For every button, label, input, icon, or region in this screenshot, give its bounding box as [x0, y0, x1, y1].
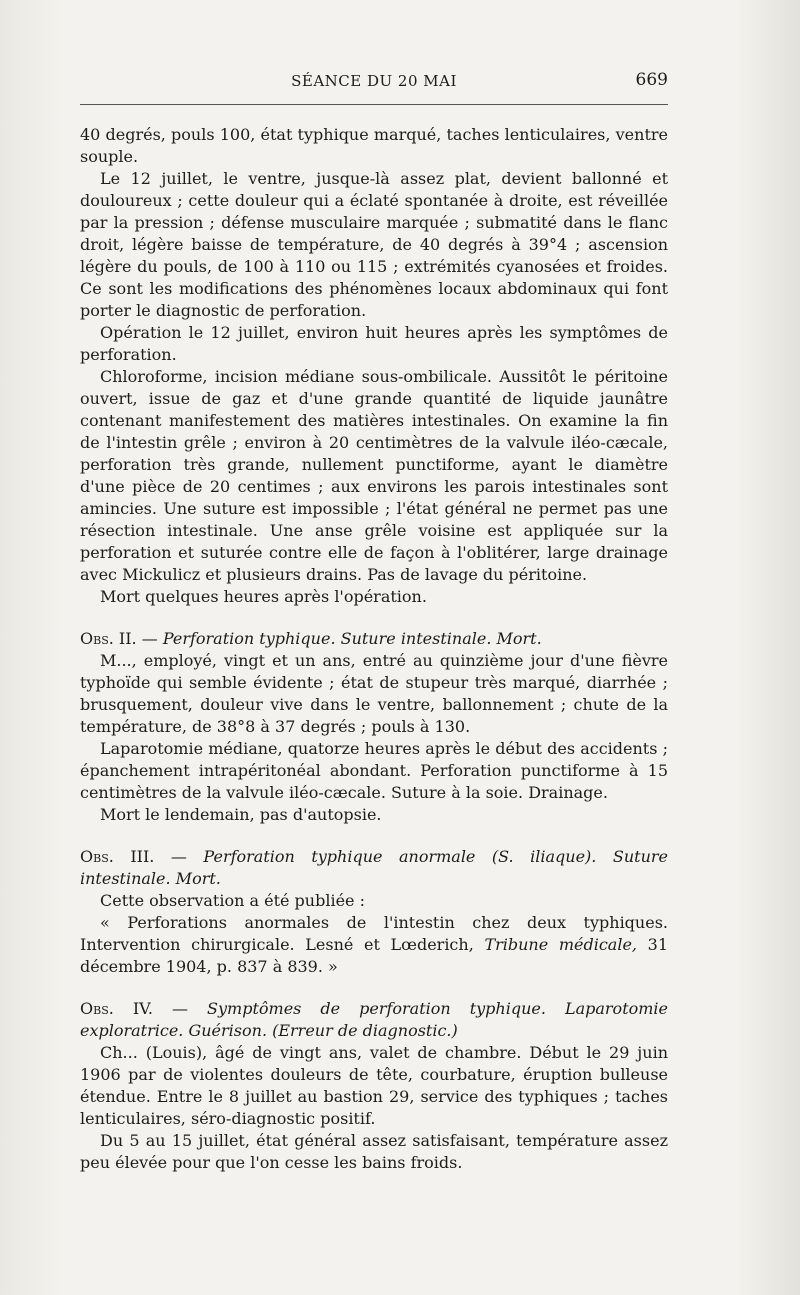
- observation-heading: Obs. IV. — Symptômes de perforation typhique. Laparotomie exploratrice. Guérison. (Erreur de diagnostic.): [80, 999, 669, 1040]
- observation-heading: Obs. II. — Perforation typhique. Suture intestinale. Mort.: [80, 629, 542, 648]
- paragraph: Le 12 juillet, le ventre, jusque-là assez plat, devient ballonné et douloureux ; cette douleur qui a éclaté spontanée à droite, est réveillée par la pression ; défense musculaire marquée ; submatité dans le flanc droit, légère baisse de température, de 40 degrés à 39°4 ; ascension légère du pouls, de 100 à 110 ou 115 ; extrémités cyanosées et froides. Ce sont les modifications des phénomènes locaux abdominaux qui font porter le diagnostic de perforation.: [80, 169, 668, 320]
- paragraph: Du 5 au 15 juillet, état général assez satisfaisant, température assez peu élevée pour que l'on cesse les bains froids.: [80, 1131, 668, 1172]
- observation-title: Symptômes de perforation typhique. Laparotomie exploratrice. Guérison. (Erreur de diagnostic.): [80, 999, 669, 1040]
- paragraph: Cette observation a été publiée :: [100, 891, 365, 910]
- citation: [80, 912, 668, 978]
- paragraph: M..., employé, vingt et un ans, entré au quinzième jour d'une fièvre typhoïde qui semble évidente ; état de stupeur très marqué, diarrhée ; brusquement, douleur vive dans le ventre, ballonnement ; chute de la température, de 38°8 à 37 degrés ; pouls à 130.: [80, 651, 668, 736]
- paragraph: Chloroforme, incision médiane sous-ombilicale. Aussitôt le péritoine ouvert, issue de gaz et d'une grande quantité de liquide jaunâtre contenant manifestement des matières intestinales. On examine la fin de l'intestin grêle ; environ à 20 centimètres de la valvule iléo-cæcale, perforation très grande, nullement punctiforme, ayant le diamètre d'une pièce de 20 centimes ; aux environs les parois intestinales sont amincies. Une suture est impossible ; l'état général ne permet pas une résection intestinale. Une anse grêle voisine est appliquée sur la perforation et suturée contre elle de façon à l'oblitérer, large drainage avec Mickulicz et plusieurs drains. Pas de lavage du péritoine.: [80, 367, 668, 584]
- paragraph: Mort quelques heures après l'opération.: [100, 587, 427, 606]
- citation-journal: Tribune médicale,: [484, 935, 638, 954]
- citation-text: « Perforations anormales de l'intestin chez deux typhiques. Intervention chirurgicale. Lesné et Lœderich,: [80, 913, 668, 954]
- observation-label: Obs. IV.: [80, 999, 154, 1018]
- paragraph: 40 degrés, pouls 100, état typhique marqué, taches lenticulaires, ventre souple.: [80, 125, 668, 166]
- page-body: [80, 124, 668, 1174]
- paragraph: Ch... (Louis), âgé de vingt ans, valet de chambre. Début le 29 juin 1906 par de violentes douleurs de tête, courbature, éruption bulleuse étendue. Entre le 8 juillet au bastion 29, service des typhiques ; taches lenticulaires, séro-diagnostic positif.: [80, 1043, 668, 1128]
- observation-label: Obs. III.: [80, 847, 155, 866]
- header-rule: [80, 104, 668, 105]
- page-number: 669: [635, 70, 668, 90]
- observation-title: Perforation typhique anormale (S. iliaque). Suture intestinale. Mort.: [80, 847, 669, 888]
- paragraph: Opération le 12 juillet, environ huit heures après les symptômes de perforation.: [80, 323, 668, 364]
- paragraph: Laparotomie médiane, quatorze heures après le début des accidents ; épanchement intrapéritonéal abondant. Perforation punctiforme à 15 centimètres de la valvule iléo-cæcale. Suture à la soie. Drainage.: [80, 739, 668, 802]
- observation-label: Obs. II.: [80, 629, 137, 648]
- observation-heading: Obs. III. — Perforation typhique anormale (S. iliaque). Suture intestinale. Mort.: [80, 847, 669, 888]
- citation-date: 31 décembre 1904, p. 837 à 839. »: [80, 935, 669, 976]
- running-header: [80, 66, 668, 96]
- running-title: SÉANCE DU 20 MAI: [291, 72, 457, 90]
- paragraph: Mort le lendemain, pas d'autopsie.: [100, 805, 382, 824]
- observation-title: Perforation typhique. Suture intestinale. Mort.: [162, 629, 542, 648]
